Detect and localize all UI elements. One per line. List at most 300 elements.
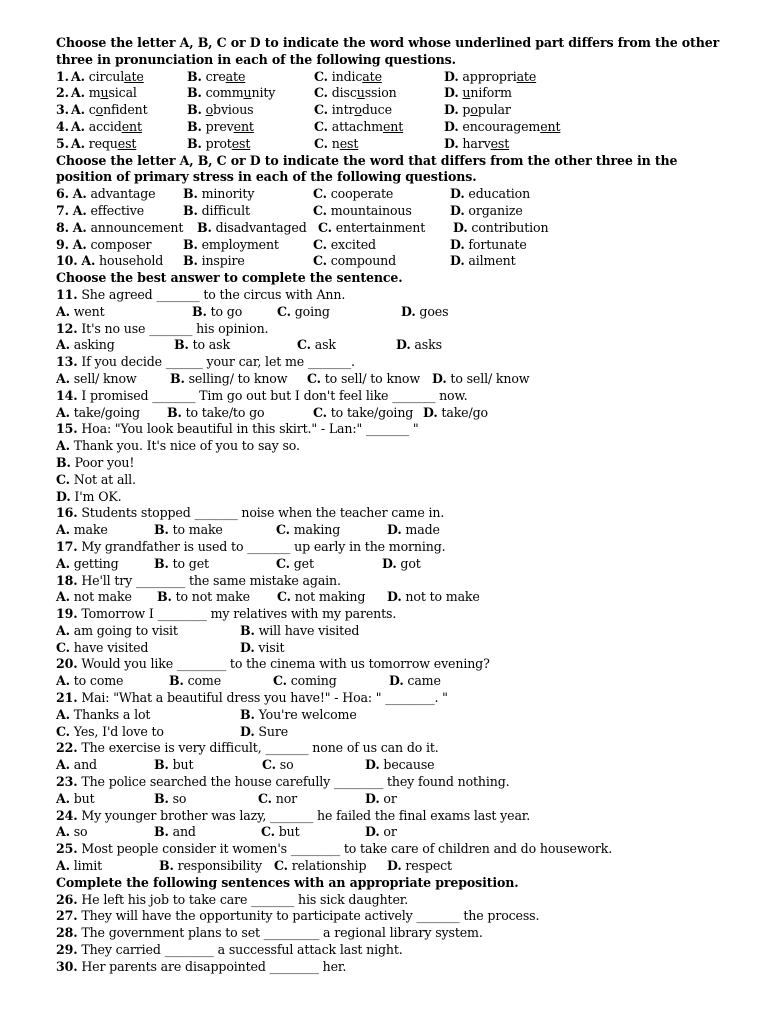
answer-option: [56, 472, 136, 489]
option-letter: C.: [313, 404, 327, 420]
answer-option: [56, 673, 123, 690]
answer-option: [314, 69, 382, 86]
option-letter: D.: [444, 135, 459, 151]
option-text: You're welcome: [258, 706, 357, 722]
question-number: 19.: [56, 606, 78, 622]
option-letter: D.: [240, 723, 255, 739]
underlined-part: u: [100, 85, 109, 101]
question-number: 15.: [56, 421, 78, 437]
option-text: to not make: [175, 589, 250, 605]
option-text: making: [293, 522, 341, 538]
underlined-part: est: [339, 135, 359, 151]
answer-row: [56, 707, 720, 724]
question-number: 13.: [56, 354, 78, 370]
option-letter: B.: [192, 303, 207, 319]
question-number: 21.: [56, 690, 78, 706]
question-number: 1.: [56, 68, 69, 84]
option-text: nity: [251, 85, 276, 101]
question-row: [56, 186, 720, 203]
option-text: appropri: [462, 68, 517, 84]
option-text: but: [172, 757, 194, 773]
option-letter: D.: [432, 370, 447, 386]
option-letter: C.: [274, 858, 288, 874]
option-text: to sell/ to know: [324, 370, 420, 386]
option-text: so: [172, 790, 187, 806]
answer-option: [313, 405, 413, 422]
question-text: They carried ________ a successful attack last night.: [81, 942, 403, 958]
question-stem: [56, 287, 720, 304]
question-text: My grandfather is used to _______ up early in the morning.: [81, 538, 446, 554]
question-row: [56, 220, 720, 237]
option-text: organize: [468, 202, 523, 218]
section-heading: Choose the letter A, B, C or D to indicate the word that differs from the other three in the position of primary stress in each of the following questions.: [56, 152, 678, 185]
option-letter: D.: [444, 68, 459, 84]
option-letter: D.: [444, 85, 459, 101]
option-text: not to make: [405, 589, 480, 605]
option-letter: D.: [450, 186, 465, 202]
underlined-part: u: [356, 85, 365, 101]
option-text: goes: [419, 303, 449, 319]
underlined-part: est: [231, 135, 251, 151]
option-text: made: [405, 522, 440, 538]
question-stem: [56, 656, 720, 673]
answer-option: [167, 405, 264, 422]
question-stem: [56, 959, 720, 976]
answer-option: [277, 589, 365, 606]
option-letter: B.: [183, 186, 198, 202]
option-text: prot: [205, 135, 232, 151]
underlined-part: ent: [540, 118, 561, 134]
answer-row: [56, 640, 720, 657]
answer-option: [169, 673, 221, 690]
question-number: 25.: [56, 841, 78, 857]
option-text: got: [400, 555, 421, 571]
option-text: entertainment: [335, 219, 426, 235]
option-text: but: [278, 824, 300, 840]
answer-row: [56, 405, 720, 422]
question-number: 6.: [56, 186, 69, 202]
option-text: accid: [88, 118, 122, 134]
question-text: They will have the opportunity to participate actively _______ the process.: [81, 908, 540, 924]
underlined-part: ate: [124, 68, 144, 84]
option-text: mountainous: [330, 202, 412, 218]
option-text: announcement: [90, 219, 184, 235]
underlined-part: o: [205, 102, 214, 118]
answer-option: [276, 556, 314, 573]
option-letter: B.: [157, 589, 172, 605]
answer-option: [56, 623, 178, 640]
multiple-choice-questions: [56, 287, 720, 875]
option-letter: A.: [56, 589, 70, 605]
option-letter: C.: [314, 135, 328, 151]
question-stem: [56, 740, 720, 757]
question-number: 11.: [56, 286, 78, 302]
option-text: will have visited: [258, 622, 360, 638]
answer-option: [450, 186, 530, 203]
option-letter: B.: [187, 85, 202, 101]
option-text: take/go: [441, 404, 488, 420]
answer-option: [56, 371, 137, 388]
answer-option: [396, 337, 442, 354]
answer-row: [56, 724, 720, 741]
option-letter: B.: [240, 706, 255, 722]
option-letter: C.: [261, 824, 275, 840]
question-stem: [56, 573, 720, 590]
option-letter: A.: [56, 555, 70, 571]
option-text: limit: [73, 858, 103, 874]
answer-option: [56, 337, 115, 354]
answer-option: [387, 589, 480, 606]
question-number: 20.: [56, 656, 78, 672]
question-row: [56, 136, 720, 153]
answer-option: [450, 203, 523, 220]
option-text: indic: [331, 68, 363, 84]
option-text: to get: [172, 555, 209, 571]
option-text: attachm: [331, 118, 383, 134]
pronunciation-questions: [56, 69, 720, 153]
option-letter: B.: [170, 370, 185, 386]
option-letter: C.: [313, 186, 327, 202]
option-letter: D.: [444, 118, 459, 134]
option-text: Thank you. It's nice of you to say so.: [73, 438, 300, 454]
preposition-questions: [56, 892, 720, 976]
stress-questions: [56, 186, 720, 270]
option-text: am going to visit: [73, 622, 178, 638]
question-number: 16.: [56, 505, 78, 521]
answer-option: [389, 673, 441, 690]
answer-option: [197, 220, 307, 237]
answer-option: [444, 102, 511, 119]
answer-row: [56, 304, 720, 321]
question-number: 30.: [56, 958, 78, 974]
option-letter: D.: [387, 858, 402, 874]
answer-option: [313, 253, 396, 270]
option-letter: C.: [314, 102, 328, 118]
option-letter: B.: [187, 135, 202, 151]
option-letter: A.: [71, 118, 85, 134]
answer-option: [273, 673, 337, 690]
option-letter: C.: [277, 303, 291, 319]
question-stem: [56, 606, 720, 623]
answer-option: [157, 589, 250, 606]
option-letter: A.: [56, 706, 70, 722]
option-letter: A.: [72, 202, 87, 218]
option-text: to ask: [192, 337, 230, 353]
answer-row: [56, 589, 720, 606]
answer-option: [453, 220, 548, 237]
question-text: The police searched the house carefully ________ they found nothing.: [81, 774, 510, 790]
option-text: visit: [258, 639, 285, 655]
option-letter: B.: [169, 673, 184, 689]
answer-option: [240, 707, 357, 724]
option-text: so: [279, 757, 294, 773]
answer-option: [262, 757, 294, 774]
answer-option: [71, 119, 142, 136]
answer-row: [56, 791, 720, 808]
answer-option: [56, 186, 155, 203]
option-text: I'm OK.: [74, 488, 122, 504]
answer-option: [187, 136, 250, 153]
option-letter: A.: [56, 303, 70, 319]
option-letter: B.: [159, 858, 174, 874]
answer-option: [183, 203, 250, 220]
option-letter: A.: [56, 824, 70, 840]
answer-option: [187, 119, 254, 136]
option-letter: A.: [56, 438, 70, 454]
question-row: [56, 237, 720, 254]
answer-option: [183, 186, 254, 203]
option-text: p: [462, 102, 471, 118]
option-text: requ: [88, 135, 118, 151]
question-number: 29.: [56, 942, 78, 958]
option-letter: A.: [72, 236, 87, 252]
answer-row: [56, 438, 720, 455]
question-row: [56, 203, 720, 220]
option-letter: A.: [56, 790, 70, 806]
question-row: [56, 85, 720, 102]
option-letter: A.: [56, 404, 70, 420]
answer-option: [56, 556, 119, 573]
option-text: to make: [172, 522, 223, 538]
answer-option: [56, 589, 132, 606]
question-text: I promised _______ Tim go out but I don't feel like _______ now.: [81, 387, 468, 403]
question-number: 28.: [56, 925, 78, 941]
question-number: 10.: [56, 253, 78, 269]
option-text: household: [99, 253, 164, 269]
answer-option: [187, 85, 275, 102]
answer-option: [444, 136, 509, 153]
option-text: to take/going: [330, 404, 414, 420]
option-letter: B.: [197, 219, 212, 235]
option-letter: C.: [56, 471, 70, 487]
answer-option: [71, 85, 137, 102]
underlined-part: est: [490, 135, 510, 151]
question-number: 14.: [56, 387, 78, 403]
option-text: cooperate: [330, 186, 394, 202]
question-text: Students stopped _______ noise when the teacher came in.: [81, 505, 445, 521]
option-letter: A.: [81, 253, 96, 269]
answer-row: [56, 472, 720, 489]
option-letter: C.: [258, 790, 272, 806]
underlined-part: ent: [233, 118, 254, 134]
option-letter: D.: [396, 337, 411, 353]
answer-option: [314, 85, 397, 102]
option-text: comm: [205, 85, 244, 101]
answer-option: [444, 85, 512, 102]
option-text: and: [73, 757, 97, 773]
option-text: to go: [210, 303, 243, 319]
answer-row: [56, 757, 720, 774]
answer-option: [307, 371, 420, 388]
option-letter: D.: [365, 824, 380, 840]
worksheet: [56, 35, 720, 976]
answer-option: [183, 253, 245, 270]
option-letter: B.: [154, 522, 169, 538]
question-stem: [56, 690, 720, 707]
option-letter: A.: [71, 85, 85, 101]
option-letter: C.: [313, 253, 327, 269]
underlined-part: o: [470, 102, 478, 118]
option-letter: D.: [444, 102, 459, 118]
answer-option: [401, 304, 448, 321]
option-text: inspire: [201, 253, 245, 269]
answer-option: [187, 102, 254, 119]
option-letter: D.: [365, 790, 380, 806]
answer-option: [154, 757, 193, 774]
option-letter: C.: [297, 337, 311, 353]
option-letter: D.: [423, 404, 438, 420]
option-text: c: [88, 102, 96, 118]
section-heading: Choose the letter A, B, C or D to indicate the word whose underlined part differs from the other three in pronunciation in each of the following questions.: [56, 35, 720, 67]
question-number: 2.: [56, 85, 69, 101]
option-letter: B.: [56, 454, 71, 470]
answer-option: [56, 824, 87, 841]
option-text: selling/ to know: [188, 370, 288, 386]
answer-row: [56, 489, 720, 506]
option-letter: A.: [72, 186, 87, 202]
option-letter: B.: [174, 337, 189, 353]
answer-option: [365, 824, 397, 841]
option-text: or: [383, 790, 397, 806]
answer-option: [154, 522, 223, 539]
answer-option: [258, 791, 297, 808]
question-number: 24.: [56, 807, 78, 823]
option-letter: C.: [56, 639, 70, 655]
option-letter: C.: [277, 589, 291, 605]
option-letter: D.: [453, 219, 468, 235]
underlined-part: ent: [121, 118, 142, 134]
answer-option: [56, 724, 164, 741]
answer-option: [274, 858, 366, 875]
question-stem: [56, 925, 720, 942]
question-row: [56, 119, 720, 136]
question-stem: [56, 505, 720, 522]
answer-row: [56, 337, 720, 354]
option-text: duce: [361, 102, 392, 118]
option-letter: A.: [71, 102, 85, 118]
option-letter: D.: [450, 236, 465, 252]
option-letter: C.: [276, 522, 290, 538]
question-stem: [56, 321, 720, 338]
option-letter: B.: [187, 68, 202, 84]
option-letter: D.: [401, 303, 416, 319]
option-letter: C.: [276, 555, 290, 571]
question-text: If you decide ______ your car, let me _______.: [81, 354, 355, 370]
option-letter: D.: [365, 757, 380, 773]
option-letter: A.: [56, 622, 70, 638]
option-text: n: [331, 135, 340, 151]
option-text: asks: [414, 337, 442, 353]
answer-option: [365, 791, 397, 808]
answer-option: [450, 253, 516, 270]
option-letter: B.: [154, 757, 169, 773]
answer-option: [240, 623, 359, 640]
option-text: to come: [73, 673, 124, 689]
answer-option: [277, 304, 330, 321]
section-heading: Choose the best answer to complete the sentence.: [56, 270, 403, 286]
option-letter: D.: [387, 589, 402, 605]
underlined-part: o: [95, 102, 104, 118]
option-letter: C.: [318, 219, 332, 235]
underlined-part: est: [117, 135, 137, 151]
option-text: not make: [73, 589, 132, 605]
option-text: employment: [201, 236, 279, 252]
option-letter: B.: [187, 102, 202, 118]
option-text: education: [468, 186, 531, 202]
question-number: 5.: [56, 135, 69, 151]
option-letter: A.: [72, 219, 87, 235]
section-heading: Complete the following sentences with an appropriate preposition.: [56, 874, 519, 890]
option-text: responsibility: [177, 858, 262, 874]
option-text: sical: [108, 85, 137, 101]
option-text: sell/ know: [73, 370, 137, 386]
option-text: respect: [405, 858, 452, 874]
option-letter: A.: [56, 757, 70, 773]
question-text: He left his job to take care _______ his sick daughter.: [81, 891, 409, 907]
question-number: 4.: [56, 118, 69, 134]
option-text: cre: [205, 68, 226, 84]
answer-option: [387, 858, 452, 875]
answer-option: [71, 69, 144, 86]
question-text: He'll try ________ the same mistake again.: [81, 572, 341, 588]
answer-option: [56, 237, 151, 254]
answer-option: [154, 791, 186, 808]
answer-option: [56, 220, 183, 237]
option-text: ask: [314, 337, 336, 353]
answer-option: [71, 136, 136, 153]
option-text: ssion: [364, 85, 397, 101]
answer-option: [56, 489, 122, 506]
answer-option: [56, 707, 150, 724]
question-text: The government plans to set _________ a regional library system.: [81, 925, 483, 941]
question-stem: [56, 841, 720, 858]
option-letter: D.: [389, 673, 404, 689]
option-text: encouragem: [462, 118, 541, 134]
option-text: make: [73, 522, 108, 538]
option-text: come: [187, 673, 222, 689]
question-row: [56, 253, 720, 270]
option-letter: A.: [56, 673, 70, 689]
question-text: Most people consider it women's ________ to take care of children and do housework.: [81, 841, 613, 857]
question-stem: [56, 892, 720, 909]
answer-option: [387, 522, 440, 539]
question-stem: [56, 942, 720, 959]
question-stem: [56, 539, 720, 556]
option-letter: B.: [154, 555, 169, 571]
question-text: My younger brother was lazy, _______ he failed the final exams last year.: [81, 807, 531, 823]
option-text: disadvantaged: [215, 219, 307, 235]
answer-row: [56, 858, 720, 875]
option-letter: A.: [56, 858, 70, 874]
option-text: harv: [462, 135, 491, 151]
option-letter: B.: [154, 824, 169, 840]
option-text: relationship: [291, 858, 367, 874]
question-number: 3.: [56, 102, 69, 118]
option-letter: C.: [313, 202, 327, 218]
option-text: Yes, I'd love to: [73, 723, 164, 739]
answer-option: [314, 119, 403, 136]
answer-row: [56, 522, 720, 539]
option-letter: C.: [314, 118, 328, 134]
option-text: bvious: [213, 102, 254, 118]
option-text: compound: [330, 253, 397, 269]
answer-option: [240, 640, 284, 657]
option-text: Poor you!: [74, 454, 135, 470]
question-text: Her parents are disappointed ________ her.: [81, 958, 347, 974]
answer-option: [71, 102, 148, 119]
answer-option: [432, 371, 529, 388]
option-text: not making: [294, 589, 366, 605]
